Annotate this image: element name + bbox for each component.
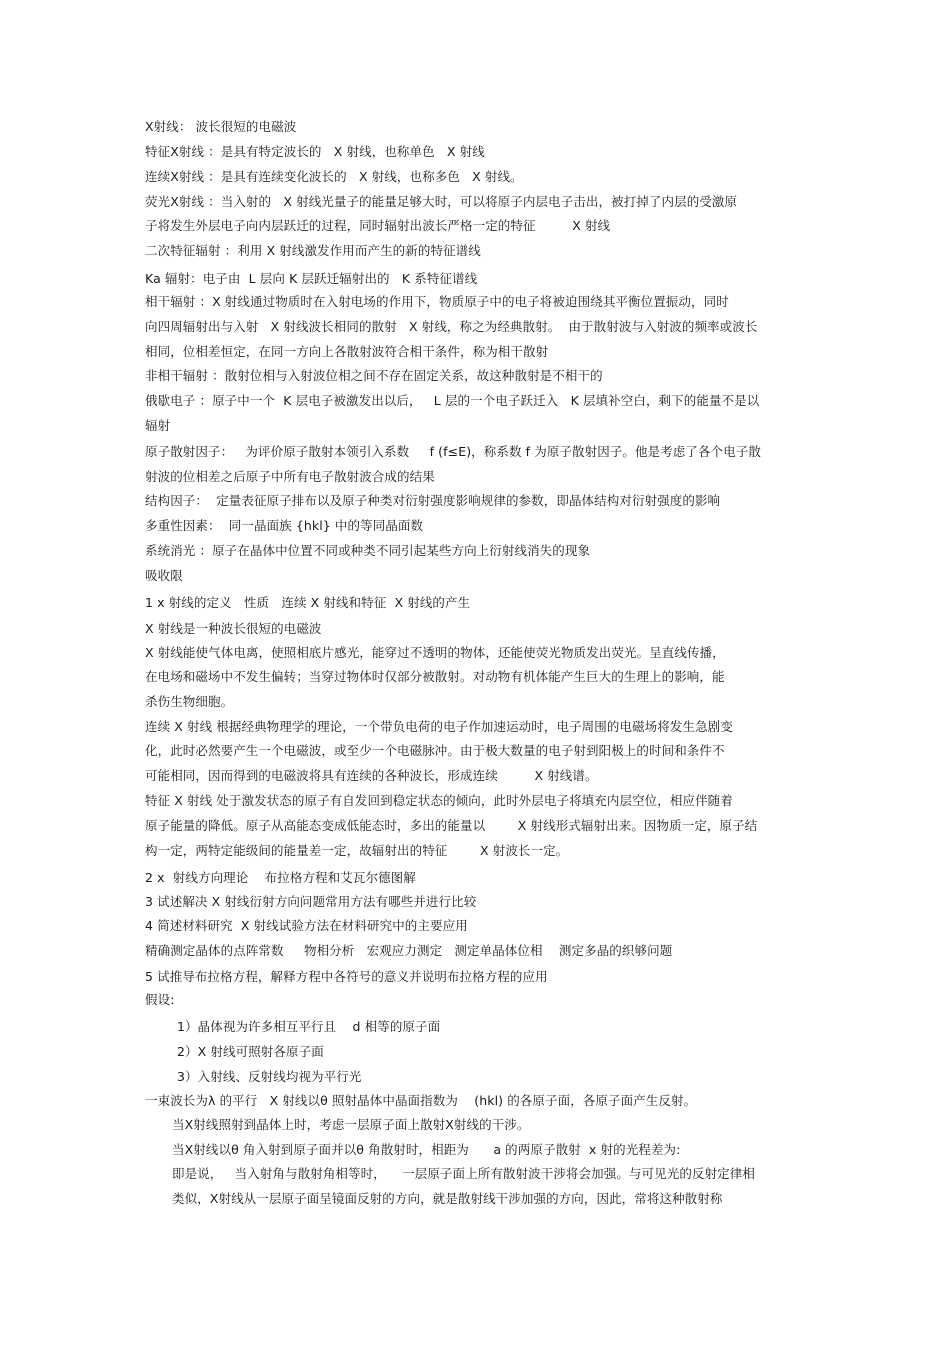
text-line: 辐射 — [145, 418, 171, 433]
text-line: 子将发生外层电子向内层跃迁的过程，同时辐射出波长严格一定的特征 X 射线 — [145, 218, 611, 233]
text-line: 连续 X 射线 根据经典物理学的理论，一个带负电荷的电子作加速运动时，电子周围的电磁场将发生急剧变 — [145, 719, 733, 734]
text-line: 射波的位相差之后原子中所有电子散射波合成的结果 — [145, 469, 435, 484]
text-line: 系统消光 ：原子在晶体中位置不同或种类不同引起某些方向上衍射线消失的现象 — [145, 543, 591, 558]
text-line: 原子能量的降低。原子从高能态变成低能态时，多出的能量以 X 射线形式辐射出来。因物质一定，原子结 — [145, 818, 758, 833]
text-line: 2 x 射线方向理论 布拉格方程和艾瓦尔德图解 — [145, 870, 416, 885]
text-line: 即是说， 当入射角与散射角相等时， 一层原子面上所有散射波干涉将会加强。与可见光的反射定律相 — [172, 1166, 755, 1181]
text-line: 假设: — [145, 992, 175, 1007]
text-line: 2）X 射线可照射各原子面 — [177, 1044, 324, 1059]
text-line: 构一定，两特定能级间的能量差一定，故辐射出的特征 X 射波长一定。 — [145, 843, 569, 858]
text-line: 化，此时必然要产生一个电磁波，或至少一个电磁脉冲。由于极大数量的电子射到阳极上的时间和条件不 — [145, 743, 725, 758]
text-line: 当X射线以θ 角入射到原子面并以θ 角散射时，相距为 a 的两原子散射 x 射的光程差为: — [172, 1142, 681, 1157]
text-line: 荧光X射线 ：当入射的 X 射线光量子的能量足够大时，可以将原子内层电子击出，被打掉了内层的受激原 — [145, 194, 738, 209]
text-line: 原子散射因子： 为评价原子散射本领引入系数 f (f≤E)，称系数 f 为原子散射因子。他是考虑了各个电子散 — [145, 444, 762, 459]
text-line: 杀伤生物细胞。 — [145, 694, 234, 709]
text-line: 4 简述材料研究 X 射线试验方法在材料研究中的主要应用 — [145, 918, 468, 933]
text-line: 二次特征辐射 ：利用 X 射线激发作用而产生的新的特征谱线 — [145, 243, 481, 258]
text-line: 1 x 射线的定义 性质 连续 X 射线和特征 X 射线的产生 — [145, 595, 471, 610]
text-line: Ka 辐射：电子由 L 层向 K 层跃迁辐射出的 K 系特征谱线 — [145, 271, 478, 286]
text-line: 特征 X 射线 处于激发状态的原子有自发回到稳定状态的倾向，此时外层电子将填充内层空位，相应伴随着 — [145, 793, 733, 808]
text-line: 1）晶体视为许多相互平行且 d 相等的原子面 — [177, 1019, 441, 1034]
text-line: 一束波长为λ 的平行 X 射线以θ 照射晶体中晶面指数为 (hkl) 的各原子面，各原子面产生反射。 — [145, 1093, 697, 1108]
text-line: 非相干辐射 ：散射位相与入射波位相之间不存在固定关系，故这种散射是不相干的 — [145, 368, 603, 383]
text-line: 相同，位相差恒定，在同一方向上各散射波符合相干条件，称为相干散射 — [145, 344, 549, 359]
text-line: 精确测定晶体的点阵常数 物相分析 宏观应力测定 测定单晶体位相 测定多晶的织够问题 — [145, 943, 673, 958]
text-line: 当X射线照射到晶体上时，考虑一层原子面上散射X射线的干涉。 — [172, 1117, 530, 1132]
text-line: 类似，X射线从一层原子面呈镜面反射的方向，就是散射线干涉加强的方向，因此，常将这种散射称 — [172, 1191, 723, 1206]
text-line: 在电场和磁场中不发生偏转；当穿过物体时仅部分被散射。对动物有机体能产生巨大的生理上的影响，能 — [145, 669, 725, 684]
text-line: 相干辐射 ：X 射线通过物质时在入射电场的作用下，物质原子中的电子将被迫围绕其平衡位置振动，同时 — [145, 294, 729, 309]
text-line: 向四周辐射出与入射 X 射线波长相同的散射 X 射线，称之为经典散射。 由于散射波与入射波的频率或波长 — [145, 319, 758, 334]
text-line: 特征X射线 ：是具有特定波长的 X 射线，也称单色 X 射线 — [145, 144, 485, 159]
text-line: 连续X射线 ：是具有连续变化波长的 X 射线，也称多色 X 射线。 — [145, 169, 523, 184]
text-line: 可能相同，因而得到的电磁波将具有连续的各种波长，形成连续 X 射线谱。 — [145, 768, 598, 783]
text-line: 俄歇电子 ：原子中一个 K 层电子被激发出以后， L 层的一个电子跃迁入 K 层填补空白，剩下的能量不是以 — [145, 393, 760, 408]
text-line: X射线： 波长很短的电磁波 — [145, 119, 297, 134]
text-line: 结构因子： 定量表征原子排布以及原子种类对衍射强度影响规律的参数，即晶体结构对衍射强度的影响 — [145, 493, 721, 508]
text-line: 5 试推导布拉格方程，解释方程中各符号的意义并说明布拉格方程的应用 — [145, 969, 548, 984]
text-line: X 射线能使气体电离，使照相底片感光，能穿过不透明的物体，还能使荧光物质发出荧光。呈直线传播， — [145, 645, 725, 660]
text-line: 3）入射线、反射线均视为平行光 — [177, 1069, 362, 1084]
text-line: 3 试述解决 X 射线衍射方向问题常用方法有哪些并进行比较 — [145, 894, 477, 909]
text-line: 多重性因素： 同一晶面族 {hkl} 中的等同晶面数 — [145, 518, 424, 533]
text-line: 吸收限 — [145, 568, 183, 583]
text-line: X 射线是一种波长很短的电磁波 — [145, 621, 322, 636]
